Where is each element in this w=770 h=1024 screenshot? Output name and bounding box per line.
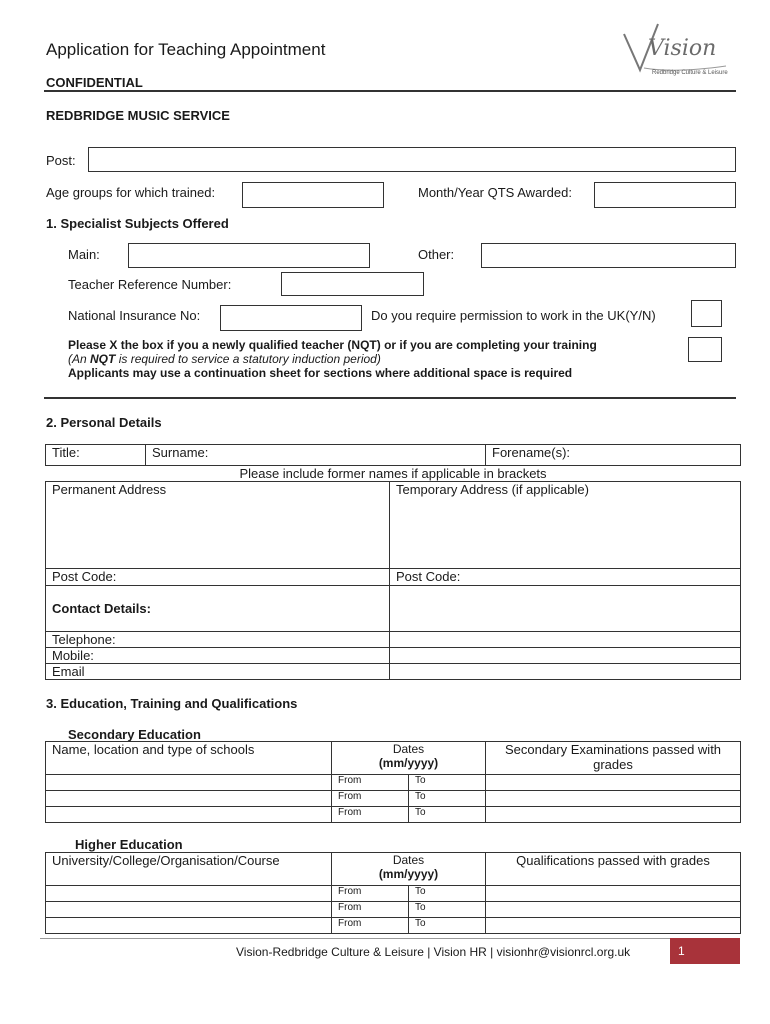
secondary-row-1-exams[interactable] [486,775,741,791]
higher-dates-format: (mm/yyyy) [378,867,439,881]
secondary-table [45,741,741,823]
nqt-instruction: Please X the box if you a newly qualified teacher (NQT) or if you are completing your training [68,338,597,352]
qts-label: Month/Year QTS Awarded: [418,185,572,200]
higher-row-1-qualifications[interactable] [486,886,741,902]
mobile-blank-cell[interactable] [390,648,741,664]
nqt-note-bold: NQT [90,352,116,366]
secondary-row-1-school[interactable] [46,775,332,791]
higher-col-qualifications-label: Qualifications passed with grades [516,853,710,868]
service-name: REDBRIDGE MUSIC SERVICE [46,108,230,123]
section1-rule [44,397,736,399]
nqt-note [68,352,381,366]
forename-label: Forename(s): [492,445,571,460]
secondary-row-3-to[interactable] [409,807,486,823]
footer-rule [40,938,670,939]
higher-row-3-to[interactable] [409,918,486,934]
title-label: Title: [52,445,80,460]
contact-details-label: Contact Details: [52,601,151,616]
contact-blank-cell[interactable] [390,586,741,632]
secondary-col-exams [486,742,741,775]
to-label: To [415,902,426,913]
age-groups-label: Age groups for which trained: [46,185,216,200]
post-code-label-2: Post Code: [396,569,461,584]
logo-subtitle: Redbridge Culture & Leisure [652,70,728,76]
from-label: From [338,791,362,802]
former-names-note: Please include former names if applicable in brackets [239,466,547,481]
section2-heading: 2. Personal Details [46,415,162,430]
higher-row-2-qualifications[interactable] [486,902,741,918]
secondary-col-dates [332,742,486,775]
post-code-cell-1[interactable] [46,569,390,586]
higher-row-3-from[interactable] [332,918,409,934]
higher-row-2-to[interactable] [409,902,486,918]
surname-cell[interactable] [146,445,486,466]
higher-col-course-label: University/College/Organisation/Course [52,853,280,868]
from-label: From [338,902,362,913]
contact-details-cell [46,586,390,632]
continuation-note: Applicants may use a continuation sheet for sections where additional space is required [68,366,573,380]
temporary-address-label: Temporary Address (if applicable) [396,482,589,497]
from-label: From [338,886,362,897]
from-label: From [338,775,362,786]
telephone-cell[interactable] [46,632,390,648]
teacher-ref-input[interactable] [281,272,424,296]
nqt-checkbox[interactable] [688,337,722,362]
secondary-heading: Secondary Education [68,727,201,742]
higher-row-3-course[interactable] [46,918,332,934]
email-cell[interactable] [46,664,390,680]
higher-col-qualifications [486,853,741,886]
to-label: To [415,886,426,897]
higher-dates-label: Dates [392,853,425,867]
secondary-row-3-school[interactable] [46,807,332,823]
main-subject-label: Main: [68,247,100,262]
permanent-address-cell[interactable] [46,482,390,569]
work-permission-label: Do you require permission to work in the UK(Y/N) [371,308,656,323]
other-subject-label: Other: [418,247,455,262]
qts-input[interactable] [594,182,736,208]
logo-word: Vision [648,36,717,61]
higher-row-3-qualifications[interactable] [486,918,741,934]
temporary-address-cell[interactable] [390,482,741,569]
secondary-row-3-exams[interactable] [486,807,741,823]
post-code-cell-2[interactable] [390,569,741,586]
nqt-note-pre: (An [68,352,91,366]
secondary-col-exams-label: Secondary Examinations passed with grades [504,742,722,772]
post-label: Post: [46,153,76,168]
mobile-label: Mobile: [52,648,94,663]
to-label: To [415,918,426,929]
other-subject-input[interactable] [481,243,736,268]
secondary-row-2-from[interactable] [332,791,409,807]
title-cell[interactable] [46,445,146,466]
footer-text: Vision-Redbridge Culture & Leisure | Vision HR | visionhr@visionrcl.org.uk [236,945,631,959]
name-table [45,444,741,466]
higher-table [45,852,741,934]
secondary-row-2-to[interactable] [409,791,486,807]
mobile-cell[interactable] [46,648,390,664]
section1-heading: 1. Specialist Subjects Offered [46,216,229,231]
higher-row-1-course[interactable] [46,886,332,902]
secondary-row-1-to[interactable] [409,775,486,791]
secondary-col-schools [46,742,332,775]
permanent-address-label: Permanent Address [52,482,167,497]
higher-col-dates [332,853,486,886]
telephone-blank-cell[interactable] [390,632,741,648]
post-input[interactable] [88,147,736,172]
secondary-dates-label: Dates [392,742,425,756]
higher-col-course [46,853,332,886]
page-number: 1 [670,938,740,964]
surname-label: Surname: [152,445,209,460]
email-label: Email [52,664,85,679]
higher-row-2-from[interactable] [332,902,409,918]
ni-input[interactable] [220,305,362,331]
higher-row-1-from[interactable] [332,886,409,902]
email-blank-cell[interactable] [390,664,741,680]
from-label: From [338,918,362,929]
secondary-row-3-from[interactable] [332,807,409,823]
higher-heading: Higher Education [75,837,183,852]
confidential-label: CONFIDENTIAL [46,75,143,90]
forename-cell[interactable] [486,445,741,466]
secondary-dates-format: (mm/yyyy) [378,756,439,770]
higher-row-1-to[interactable] [409,886,486,902]
to-label: To [415,807,426,818]
secondary-row-1-from[interactable] [332,775,409,791]
section3-heading: 3. Education, Training and Qualifications [46,696,298,711]
teacher-ref-label: Teacher Reference Number: [68,277,232,292]
page-title: Application for Teaching Appointment [46,40,326,59]
to-label: To [415,791,426,802]
to-label: To [415,775,426,786]
from-label: From [338,807,362,818]
work-permission-box[interactable] [691,300,722,327]
higher-row-2-course[interactable] [46,902,332,918]
age-groups-input[interactable] [242,182,384,208]
vision-logo [618,20,738,82]
header-rule [44,90,736,92]
main-subject-input[interactable] [128,243,370,268]
post-code-label-1: Post Code: [52,569,117,584]
secondary-col-schools-label: Name, location and type of schools [52,742,255,757]
secondary-row-2-school[interactable] [46,791,332,807]
secondary-row-2-exams[interactable] [486,791,741,807]
telephone-label: Telephone: [52,632,116,647]
nqt-note-post: is required to service a statutory induction period) [115,352,381,366]
address-table [45,481,741,680]
ni-label: National Insurance No: [68,308,201,323]
